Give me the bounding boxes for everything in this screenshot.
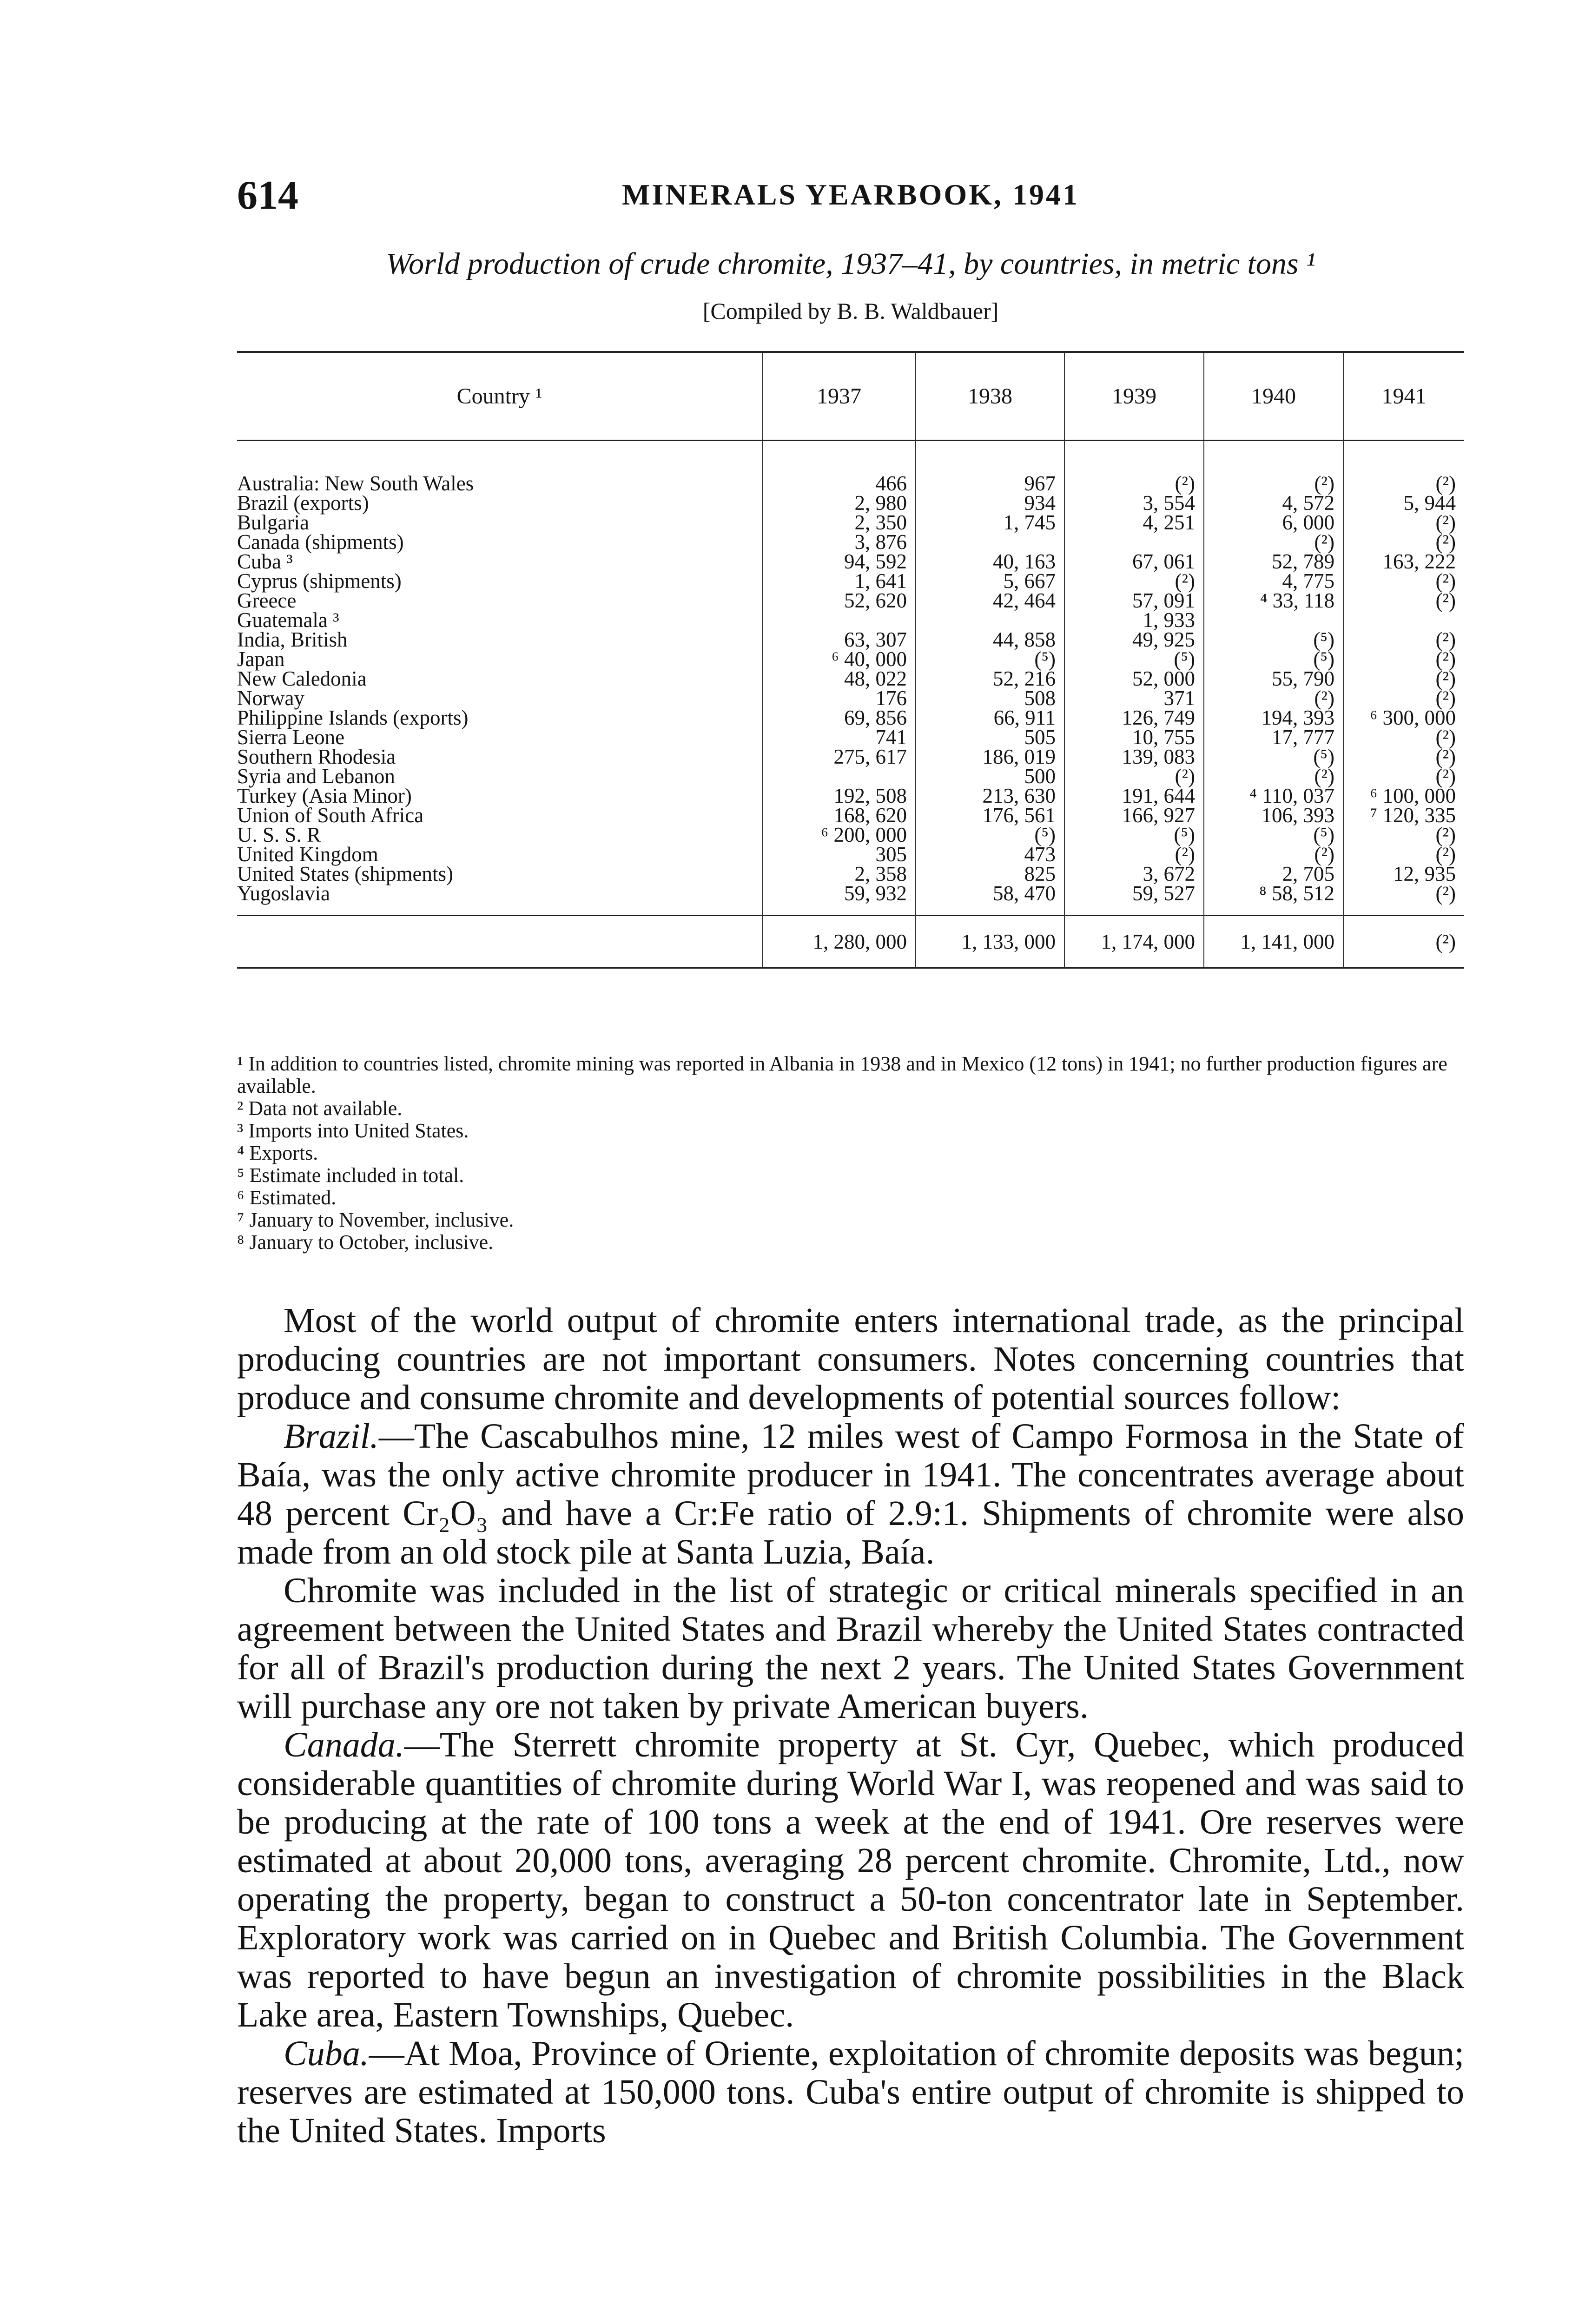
value-cell-1938: 52, 216 [916,669,1064,688]
country-cell: United States (shipments) [237,862,453,885]
column-header-1938: 1938 [916,352,1064,441]
country-cell: Guatemala ³ [237,608,339,632]
country-cell: Japan [237,647,285,671]
country-cell: United Kingdom [237,843,378,866]
value-cell-1937: 168, 620 [762,805,916,825]
footnote: ⁸ January to October, inclusive. [237,1231,494,1254]
footnote: ³ Imports into United States. [237,1119,469,1142]
value-cell-1937: ⁶ 40, 000 [762,649,916,669]
value-cell-1937 [762,610,916,630]
value-cell-1938: 186, 019 [916,747,1064,766]
table-row [237,786,1464,805]
table-row [237,727,1464,747]
value-cell-1939: 3, 554 [1064,493,1204,513]
table-row [237,441,1464,494]
paragraph-brazil [237,1417,1464,1571]
value-cell-1941: (²) [1343,441,1464,494]
value-cell-1941: (²) [1343,630,1464,649]
value-cell-1941: 5, 944 [1343,493,1464,513]
value-cell-1938: (⁵) [916,825,1064,845]
table-row [237,552,1464,571]
footnote: ⁶ Estimated. [237,1186,337,1209]
country-cell: Turkey (Asia Minor) [237,784,412,807]
value-cell-1939: (²) [1064,441,1204,494]
table-header-row [237,352,1464,441]
table-compiler: [Compiled by B. B. Waldbauer] [702,298,999,324]
value-cell-1937: 48, 022 [762,669,916,688]
table-row [237,532,1464,552]
footnote: ⁷ January to November, inclusive. [237,1208,514,1231]
value-cell-1937: 63, 307 [762,630,916,649]
value-cell-1941: (²) [1343,669,1464,688]
value-cell-1939: (⁵) [1064,649,1204,669]
value-cell-1940: (²) [1204,688,1343,708]
column-header-1937: 1937 [762,352,916,441]
running-title: MINERALS YEARBOOK, 1941 [622,178,1079,211]
country-cell: New Caledonia [237,667,367,690]
value-cell-1938: 40, 163 [916,552,1064,571]
value-cell-1940: (²) [1204,766,1343,786]
value-cell-1937: 2, 980 [762,493,916,513]
country-cell: Greece [237,589,297,612]
footnote: ¹ In addition to countries listed, chromite mining was reported in Albania in 1938 and in Mexico (12 tons) in 1941; no further production figures are available. [237,1052,1447,1097]
value-cell-1939: 57, 091 [1064,591,1204,610]
table-row [237,493,1464,513]
country-cell: Sierra Leone [237,726,345,749]
value-cell-1938: 58, 470 [916,884,1064,916]
value-cell-1938: 934 [916,493,1064,513]
value-cell-1939: 67, 061 [1064,552,1204,571]
value-cell-1939: 1, 933 [1064,610,1204,630]
value-cell-1939: (²) [1064,766,1204,786]
table-row [237,630,1464,649]
value-cell-1939 [1064,532,1204,552]
total-1939: 1, 174, 000 [1064,916,1204,968]
paragraph-canada [237,1726,1464,2034]
section-lead-canada: Canada. [284,1725,404,1764]
value-cell-1938: 473 [916,845,1064,864]
value-cell-1940: 6, 000 [1204,513,1343,532]
column-header-1940: 1940 [1204,352,1343,441]
paragraph-intro: Most of the world output of chromite enters international trade, as the principal producing countries are not important consumers. Notes concerning countries that produce and consume chromite and developments of potential sources follow: [237,1301,1464,1417]
value-cell-1940: (⁵) [1204,825,1343,845]
value-cell-1940: (⁵) [1204,649,1343,669]
value-cell-1940: ⁴ 110, 037 [1204,786,1343,805]
value-cell-1939: 49, 925 [1064,630,1204,649]
value-cell-1941: (²) [1343,845,1464,864]
table-row [237,845,1464,864]
value-cell-1940: (⁵) [1204,747,1343,766]
chromite-production-table [237,351,1464,969]
table-row [237,688,1464,708]
value-cell-1939: 139, 083 [1064,747,1204,766]
value-cell-1937: 94, 592 [762,552,916,571]
value-cell-1940: 2, 705 [1204,864,1343,884]
value-cell-1941: 12, 935 [1343,864,1464,884]
value-cell-1937: 2, 358 [762,864,916,884]
table-row [237,591,1464,610]
value-cell-1937: 2, 350 [762,513,916,532]
column-header-1941: 1941 [1343,352,1464,441]
table-row [237,708,1464,727]
value-cell-1940: (²) [1204,845,1343,864]
country-cell: Canada (shipments) [237,530,404,554]
table-row [237,513,1464,532]
value-cell-1940: 52, 789 [1204,552,1343,571]
value-cell-1941 [1343,610,1464,630]
value-cell-1938: 967 [916,441,1064,494]
total-1940: 1, 141, 000 [1204,916,1343,968]
paragraph-cuba [237,2034,1464,2150]
country-cell: Brazil (exports) [237,491,369,515]
value-cell-1937: 69, 856 [762,708,916,727]
country-cell: Norway [237,687,304,710]
value-cell-1937: 52, 620 [762,591,916,610]
value-cell-1940: ⁸ 58, 512 [1204,884,1343,916]
value-cell-1939: 59, 527 [1064,884,1204,916]
value-cell-1940: (⁵) [1204,630,1343,649]
table-row [237,610,1464,630]
body-text [237,1301,1464,2150]
table-row [237,864,1464,884]
value-cell-1937: 466 [762,441,916,494]
section-lead-brazil: Brazil. [284,1417,379,1456]
section-lead-cuba: Cuba. [284,2034,369,2073]
value-cell-1941: 163, 222 [1343,552,1464,571]
value-cell-1938: 42, 464 [916,591,1064,610]
paragraph-text: —At Moa, Province of Oriente, exploitation of chromite deposits was begun; reserves are estimated at 150,000 tons. Cuba's entire output of chromite is shipped to the United States. Imports [237,2034,1464,2150]
table-row [237,825,1464,845]
value-cell-1939: 52, 000 [1064,669,1204,688]
value-cell-1941: ⁶ 300, 000 [1343,708,1464,727]
value-cell-1938: 825 [916,864,1064,884]
value-cell-1937: 1, 641 [762,571,916,591]
value-cell-1941: (²) [1343,825,1464,845]
value-cell-1939: 371 [1064,688,1204,708]
table-row [237,669,1464,688]
table-row [237,766,1464,786]
paragraph-text: —The Sterrett chromite property at St. Cyr, Quebec, which produced considerable quantities of chromite during World War I, was reopened and was said to be producing at the rate of 100 tons a week at the end of 1941. Ore reserves were estimated at about 20,000 tons, averaging 28 percent chromite. Chromite, Ltd., now operating the property, began to construct a 50-ton concentrator late in September. Exploratory work was carried on in Quebec and British Columbia. The Government was reported to have begun an investigation of chromite possibilities in the Black Lake area, Eastern Townships, Quebec. [237,1725,1464,2034]
value-cell-1939: 191, 644 [1064,786,1204,805]
value-cell-1938 [916,610,1064,630]
page-number: 614 [237,173,298,218]
table-row [237,884,1464,916]
table-row [237,805,1464,825]
value-cell-1941: (²) [1343,532,1464,552]
value-cell-1939: 10, 755 [1064,727,1204,747]
value-cell-1941: (²) [1343,747,1464,766]
value-cell-1938: 176, 561 [916,805,1064,825]
value-cell-1938 [916,532,1064,552]
value-cell-1941: (²) [1343,884,1464,916]
value-cell-1937: 275, 617 [762,747,916,766]
country-cell: Bulgaria [237,511,309,534]
table-body [237,441,1464,916]
footnote: ² Data not available. [237,1097,403,1120]
value-cell-1937: 3, 876 [762,532,916,552]
country-cell: Cyprus (shipments) [237,569,402,593]
country-cell: Philippine Islands (exports) [237,706,469,729]
table-title: World production of crude chromite, 1937–41, by countries, in metric tons ¹ [386,247,1315,281]
value-cell-1937: 59, 932 [762,884,916,916]
value-cell-1938: 66, 911 [916,708,1064,727]
value-cell-1939: 4, 251 [1064,513,1204,532]
total-1938: 1, 133, 000 [916,916,1064,968]
value-cell-1941: (²) [1343,688,1464,708]
value-cell-1941: ⁷ 120, 335 [1343,805,1464,825]
value-cell-1941: (²) [1343,513,1464,532]
country-cell: U. S. S. R [237,823,321,846]
total-1937: 1, 280, 000 [762,916,916,968]
value-cell-1938: (⁵) [916,649,1064,669]
value-cell-1937 [762,766,916,786]
country-cell: Southern Rhodesia [237,745,396,768]
value-cell-1938: 505 [916,727,1064,747]
value-cell-1938: 5, 667 [916,571,1064,591]
country-cell: India, British [237,628,348,651]
value-cell-1940: 106, 393 [1204,805,1343,825]
value-cell-1939: (²) [1064,571,1204,591]
value-cell-1940 [1204,610,1343,630]
value-cell-1941: (²) [1343,727,1464,747]
value-cell-1939: 166, 927 [1064,805,1204,825]
value-cell-1938: 500 [916,766,1064,786]
value-cell-1937: 741 [762,727,916,747]
value-cell-1938: 44, 858 [916,630,1064,649]
paragraph-text: —The Cascabulhos mine, 12 miles west of Campo Formosa in the State of Baía, was the only active chromite producer in 1941. The concentrates average about 48 percent Cr₂O₃ and have a Cr:Fe ratio of 2.9:1. Shipments of chromite were also made from an old stock pile at Santa Luzia, Baía. [237,1417,1464,1571]
page-header [237,172,1464,218]
country-cell: Cuba ³ [237,550,293,573]
value-cell-1940: ⁴ 33, 118 [1204,591,1343,610]
table-row [237,747,1464,766]
value-cell-1939: 126, 749 [1064,708,1204,727]
value-cell-1937: 192, 508 [762,786,916,805]
value-cell-1940: 194, 393 [1204,708,1343,727]
footnotes [237,1053,1464,1254]
table-total-row [237,916,1464,968]
value-cell-1938: 213, 630 [916,786,1064,805]
country-cell: Syria and Lebanon [237,765,395,788]
total-label-cell [237,916,762,968]
value-cell-1939: 3, 672 [1064,864,1204,884]
value-cell-1939: (²) [1064,845,1204,864]
column-header-country: Country ¹ [237,352,762,441]
value-cell-1941: (²) [1343,649,1464,669]
value-cell-1937: ⁶ 200, 000 [762,825,916,845]
value-cell-1939: (⁵) [1064,825,1204,845]
value-cell-1937: 305 [762,845,916,864]
value-cell-1941: (²) [1343,591,1464,610]
country-cell: Union of South Africa [237,804,424,827]
value-cell-1938: 508 [916,688,1064,708]
value-cell-1940: 17, 777 [1204,727,1343,747]
footnote: ⁵ Estimate included in total. [237,1164,464,1187]
country-cell: Yugoslavia [237,882,330,905]
value-cell-1940: 4, 775 [1204,571,1343,591]
table-row [237,649,1464,669]
value-cell-1940: (²) [1204,441,1343,494]
value-cell-1940: 55, 790 [1204,669,1343,688]
table-row [237,571,1464,591]
column-header-1939: 1939 [1064,352,1204,441]
value-cell-1941: ⁶ 100, 000 [1343,786,1464,805]
country-cell: Australia: New South Wales [237,472,474,495]
value-cell-1941: (²) [1343,571,1464,591]
total-1941: (²) [1343,916,1464,968]
value-cell-1937: 176 [762,688,916,708]
footnote: ⁴ Exports. [237,1142,318,1164]
value-cell-1938: 1, 745 [916,513,1064,532]
paragraph-brazil-agreement: Chromite was included in the list of strategic or critical minerals specified in an agreement between the United States and Brazil whereby the United States contracted for all of Brazil's production during the next 2 years. The United States Government will purchase any ore not taken by private American buyers. [237,1571,1464,1726]
value-cell-1940: (²) [1204,532,1343,552]
value-cell-1941: (²) [1343,766,1464,786]
value-cell-1940: 4, 572 [1204,493,1343,513]
